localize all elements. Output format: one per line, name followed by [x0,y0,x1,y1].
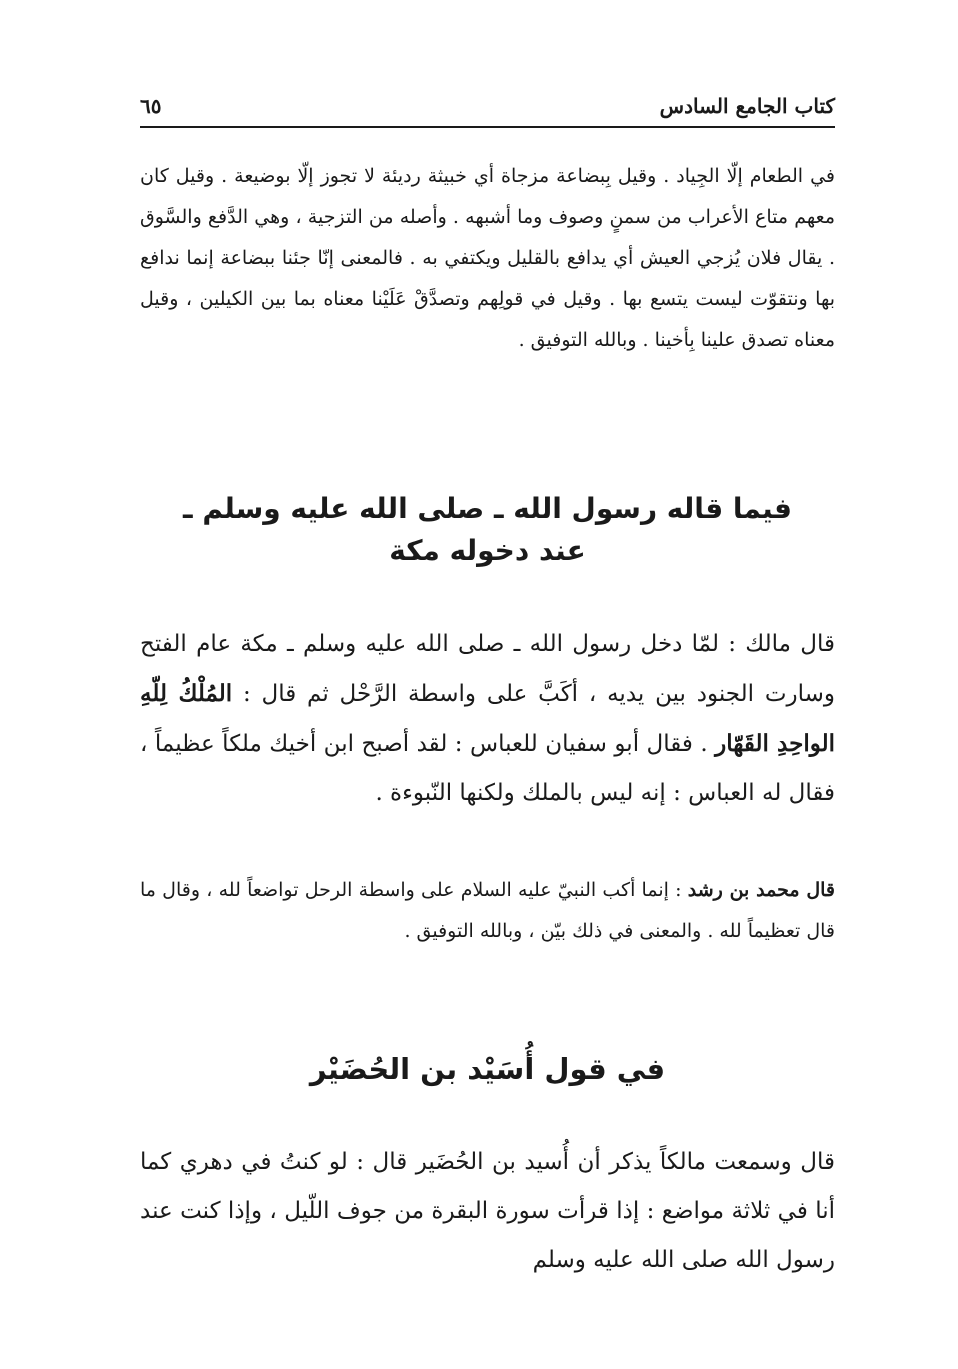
paragraph-commentary-text: في الطعام إلّا الجِياد . وقيل بِبضاعة مزجاة أي خبيثة رديئة لا تجوز إلّا بوضيعة . وقيل كان معهم متاع الأعراب من سمنٍ وصوف وما أشبهه . وأصله من التزجية ، وهي الدَّفع والسَّوق . يقال فلان يُزجي العيش أي يدافع بالقليل ويكتفي به . فالمعنى إنّا جئنا ببضاعة إنما ندافع بها ونتقوّت ليست يتسع بها . وقيل في قولِهم وتصدَّقْ عَلَيْنا معناه بما بين الكيلين ، وقيل معناه تصدق علينا بِأخينا . وبالله التوفيق . [140,165,835,351]
paragraph-usayd-narration [140,1138,835,1285]
narration-text-1: قال مالك : لمّا دخل رسول الله ـ صلى الله عليه وسلم ـ مكة عام الفتح وسارت الجنود بين يديه ، أكَبَّ على واسطة الرَّحْل ثم قال : [140,631,836,707]
running-title: كتاب الجامع السادس [659,94,835,118]
section-heading-line-1: فيما قاله رسول الله ـ صلى الله عليه وسلم ـ [183,492,792,525]
paragraph-malik-narration [140,620,835,818]
page-header [140,92,835,128]
speaker-name: قال محمد بن رشد [687,879,835,901]
section-heading-usayd [140,1048,835,1090]
usayd-narration-text: قال وسمعت مالكاً يذكر أن أُسيد بن الحُضَير قال : لو كنتُ في دهري كما أنا في ثلاثة مواضع : إذا قرأت سورة البقرة من جوف اللّيل ، وإذا كنت عند رسول الله صلى الله عليه وسلم [140,1149,835,1273]
section-heading-mecca [140,488,835,572]
ibn-rushd-text: : إنما أكب النبيّ عليه السلام على واسطة الرحل تواضعاً لله ، وقال ما قال تعظيماً لله . والمعنى في ذلك بيّن ، وبالله التوفيق . [140,879,835,942]
section-heading-usayd-title: في قول أُسَيْد بن الحُضَيْر [309,1052,666,1086]
section-heading-line-2: عند دخوله مكة [389,534,586,567]
quran-quote: المُلْكُ لِلّهِ الواحِدِ القَهّار [140,680,836,757]
paragraph-ibn-rushd [140,870,835,952]
paragraph-commentary [140,156,835,361]
page-number: ٦٥ [140,94,162,118]
narration-text-2: . فقال أبو سفيان للعباس : لقد أصبح ابن أخيك ملكاً عظيماً ، فقال له العباس : إنه ليس بالملك ولكنها النّبوءة . [140,731,835,806]
